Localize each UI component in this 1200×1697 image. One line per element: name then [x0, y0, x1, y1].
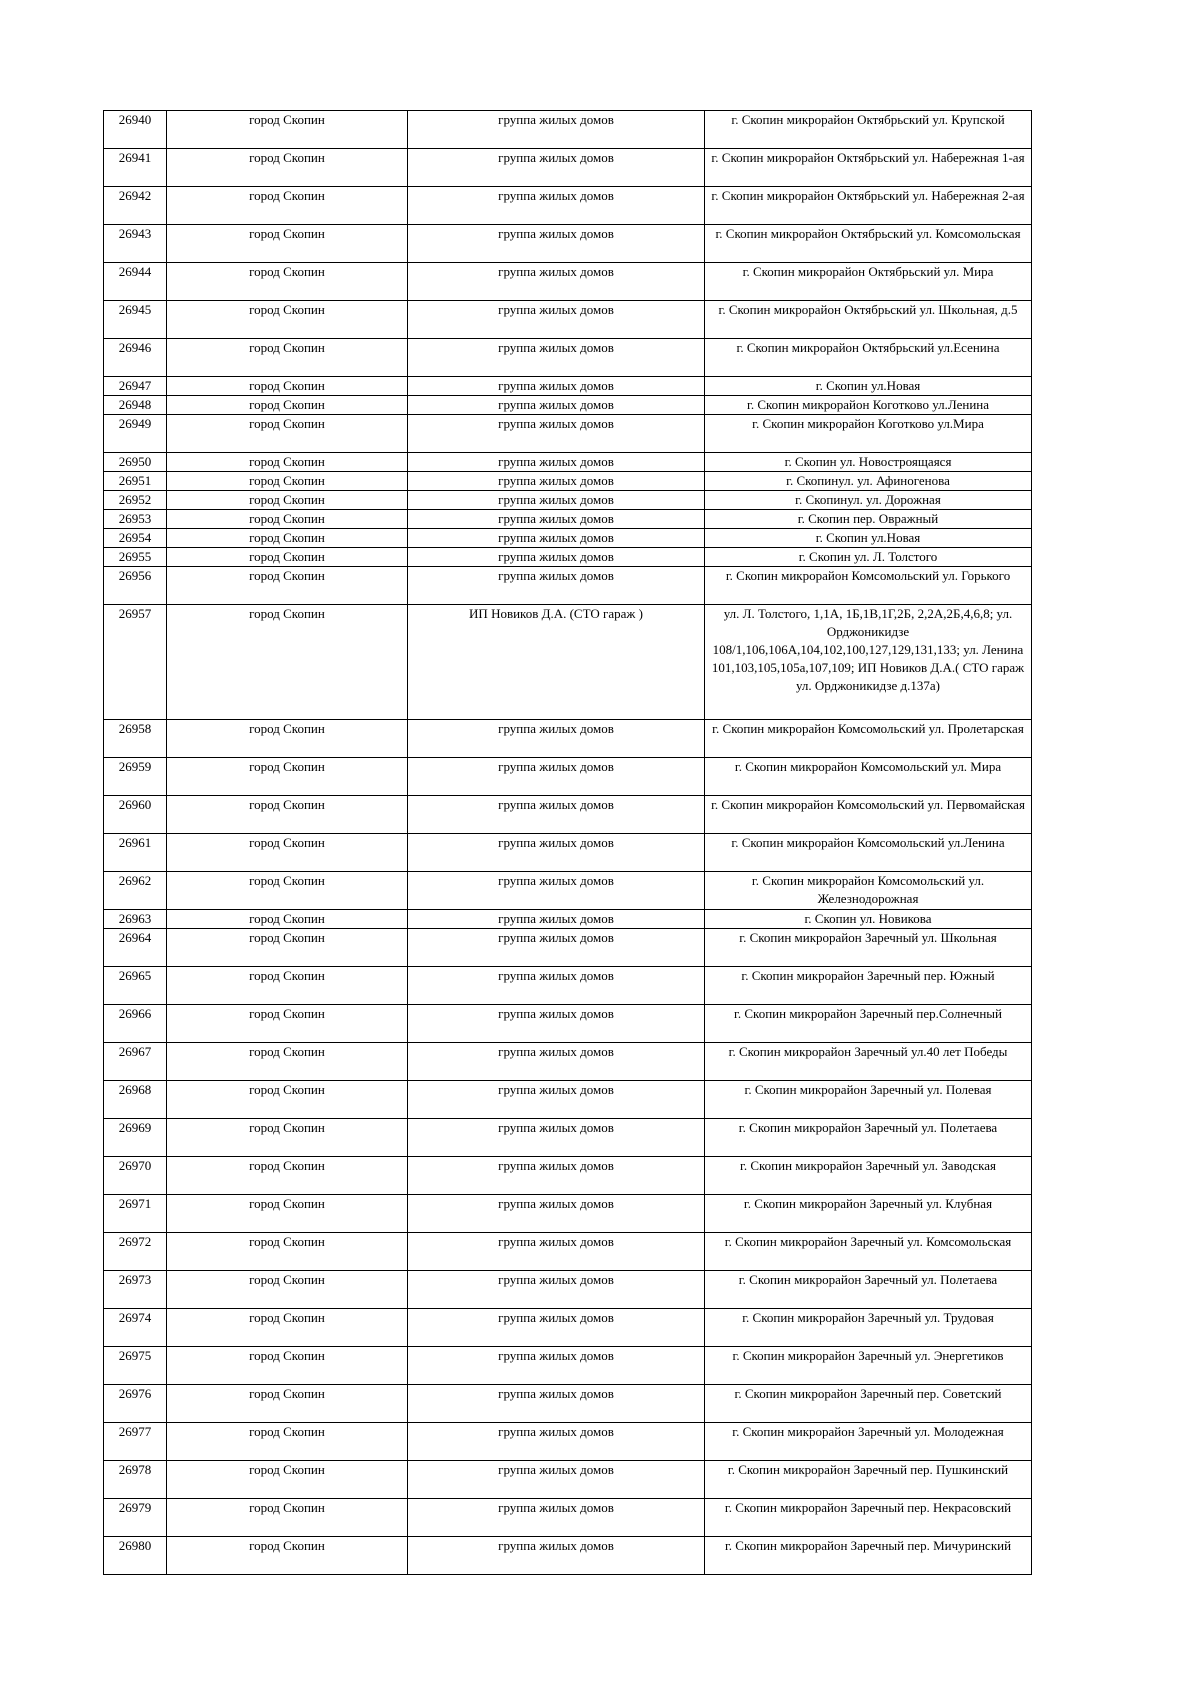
row-number: 26965	[104, 967, 167, 1005]
address-cell: г. Скопин микрорайон Заречный пер.Солнечный	[705, 1005, 1032, 1043]
settlement-cell: город Скопин	[167, 910, 408, 929]
row-number: 26947	[104, 377, 167, 396]
row-number: 26977	[104, 1423, 167, 1461]
address-cell: г. Скопин микрорайон Заречный ул. Энергетиков	[705, 1347, 1032, 1385]
row-number: 26980	[104, 1537, 167, 1575]
table-row	[104, 1347, 1032, 1385]
row-number: 26972	[104, 1233, 167, 1271]
address-cell: г. Скопин микрорайон Комсомольский ул. Пролетарская	[705, 720, 1032, 758]
row-number: 26948	[104, 396, 167, 415]
address-cell: г. Скопин микрорайон Заречный пер. Советский	[705, 1385, 1032, 1423]
table-row	[104, 796, 1032, 834]
address-cell: г. Скопин микрорайон Заречный пер. Пушкинский	[705, 1461, 1032, 1499]
settlement-cell: город Скопин	[167, 529, 408, 548]
table-row	[104, 1119, 1032, 1157]
row-number: 26975	[104, 1347, 167, 1385]
settlement-cell: город Скопин	[167, 758, 408, 796]
table-row	[104, 396, 1032, 415]
object-cell: группа жилых домов	[408, 834, 705, 872]
row-number: 26963	[104, 910, 167, 929]
settlement-cell: город Скопин	[167, 1157, 408, 1195]
address-cell: г. Скопин микрорайон Заречный ул. Школьная	[705, 929, 1032, 967]
table-row	[104, 149, 1032, 187]
settlement-cell: город Скопин	[167, 1309, 408, 1347]
row-number: 26970	[104, 1157, 167, 1195]
table-row	[104, 929, 1032, 967]
settlement-cell: город Скопин	[167, 1005, 408, 1043]
row-number: 26951	[104, 472, 167, 491]
address-cell: г. Скопин микрорайон Коготково ул.Мира	[705, 415, 1032, 453]
settlement-cell: город Скопин	[167, 377, 408, 396]
row-number: 26974	[104, 1309, 167, 1347]
table-row	[104, 1271, 1032, 1309]
row-number: 26976	[104, 1385, 167, 1423]
object-cell: группа жилых домов	[408, 415, 705, 453]
object-cell: группа жилых домов	[408, 263, 705, 301]
object-cell: группа жилых домов	[408, 396, 705, 415]
table-row	[104, 1005, 1032, 1043]
address-cell: г. Скопин микрорайон Заречный пер. Некрасовский	[705, 1499, 1032, 1537]
settlement-cell: город Скопин	[167, 453, 408, 472]
row-number: 26946	[104, 339, 167, 377]
settlement-cell: город Скопин	[167, 605, 408, 720]
settlement-cell: город Скопин	[167, 720, 408, 758]
address-cell: г. Скопин микрорайон Комсомольский ул.Ленина	[705, 834, 1032, 872]
address-cell: г. Скопин микрорайон Заречный ул. Заводская	[705, 1157, 1032, 1195]
address-cell: г. Скопин пер. Овражный	[705, 510, 1032, 529]
table-row	[104, 1537, 1032, 1575]
address-cell: г. Скопин ул. Л. Толстого	[705, 548, 1032, 567]
settlement-cell: город Скопин	[167, 491, 408, 510]
address-cell: г. Скопин микрорайон Заречный ул. Полетаева	[705, 1119, 1032, 1157]
row-number: 26964	[104, 929, 167, 967]
settlement-cell: город Скопин	[167, 472, 408, 491]
object-cell: группа жилых домов	[408, 872, 705, 910]
object-cell: группа жилых домов	[408, 453, 705, 472]
row-number: 26962	[104, 872, 167, 910]
address-cell: г. Скопин микрорайон Комсомольский ул. Мира	[705, 758, 1032, 796]
table-row	[104, 377, 1032, 396]
row-number: 26967	[104, 1043, 167, 1081]
table-row	[104, 529, 1032, 548]
object-cell: группа жилых домов	[408, 567, 705, 605]
address-cell: г. Скопин ул. Новикова	[705, 910, 1032, 929]
table-row	[104, 187, 1032, 225]
row-number: 26968	[104, 1081, 167, 1119]
address-cell: г. Скопинул. ул. Афиногенова	[705, 472, 1032, 491]
object-cell: группа жилых домов	[408, 1385, 705, 1423]
object-cell: группа жилых домов	[408, 472, 705, 491]
table-row	[104, 834, 1032, 872]
row-number: 26940	[104, 111, 167, 149]
address-cell: г. Скопин ул.Новая	[705, 377, 1032, 396]
table-row	[104, 1233, 1032, 1271]
address-cell: г. Скопин микрорайон Заречный ул. Трудовая	[705, 1309, 1032, 1347]
settlement-cell: город Скопин	[167, 111, 408, 149]
object-cell: группа жилых домов	[408, 910, 705, 929]
address-cell: г. Скопин микрорайон Заречный ул.40 лет Победы	[705, 1043, 1032, 1081]
address-cell: г. Скопин микрорайон Заречный ул. Молодежная	[705, 1423, 1032, 1461]
object-cell: группа жилых домов	[408, 720, 705, 758]
settlement-cell: город Скопин	[167, 396, 408, 415]
address-cell: г. Скопин микрорайон Комсомольский ул. Железнодорожная	[705, 872, 1032, 910]
object-cell: группа жилых домов	[408, 796, 705, 834]
settlement-cell: город Скопин	[167, 1081, 408, 1119]
address-cell: г. Скопин микрорайон Октябрьский ул. Набережная 1-ая	[705, 149, 1032, 187]
object-cell: группа жилых домов	[408, 225, 705, 263]
object-cell: группа жилых домов	[408, 758, 705, 796]
table-row	[104, 1195, 1032, 1233]
settlement-cell: город Скопин	[167, 1537, 408, 1575]
address-cell: г. Скопин микрорайон Октябрьский ул. Мира	[705, 263, 1032, 301]
object-cell: группа жилых домов	[408, 1157, 705, 1195]
object-cell: группа жилых домов	[408, 1271, 705, 1309]
row-number: 26945	[104, 301, 167, 339]
address-cell: г. Скопин микрорайон Октябрьский ул. Набережная 2-ая	[705, 187, 1032, 225]
row-number: 26960	[104, 796, 167, 834]
settlement-cell: город Скопин	[167, 929, 408, 967]
table-row	[104, 548, 1032, 567]
table-row	[104, 301, 1032, 339]
row-number: 26958	[104, 720, 167, 758]
object-cell: группа жилых домов	[408, 548, 705, 567]
settlement-cell: город Скопин	[167, 510, 408, 529]
table-row	[104, 472, 1032, 491]
settlement-cell: город Скопин	[167, 1461, 408, 1499]
settlement-cell: город Скопин	[167, 967, 408, 1005]
row-number: 26969	[104, 1119, 167, 1157]
row-number: 26953	[104, 510, 167, 529]
table-row	[104, 605, 1032, 720]
settlement-cell: город Скопин	[167, 1385, 408, 1423]
settlement-cell: город Скопин	[167, 263, 408, 301]
object-cell: группа жилых домов	[408, 1461, 705, 1499]
table-row	[104, 967, 1032, 1005]
table-row	[104, 1081, 1032, 1119]
object-cell: группа жилых домов	[408, 1081, 705, 1119]
address-cell: г. Скопин микрорайон Коготково ул.Ленина	[705, 396, 1032, 415]
address-table	[103, 110, 1032, 1575]
object-cell: группа жилых домов	[408, 301, 705, 339]
address-cell: г. Скопин микрорайон Октябрьский ул.Есенина	[705, 339, 1032, 377]
table-row	[104, 111, 1032, 149]
object-cell: ИП Новиков Д.А. (СТО гараж )	[408, 605, 705, 720]
object-cell: группа жилых домов	[408, 1309, 705, 1347]
object-cell: группа жилых домов	[408, 1499, 705, 1537]
address-cell: г. Скопин ул.Новая	[705, 529, 1032, 548]
table-row	[104, 910, 1032, 929]
object-cell: группа жилых домов	[408, 1347, 705, 1385]
settlement-cell: город Скопин	[167, 567, 408, 605]
address-cell: г. Скопин микрорайон Комсомольский ул. Первомайская	[705, 796, 1032, 834]
table-row	[104, 872, 1032, 910]
settlement-cell: город Скопин	[167, 187, 408, 225]
row-number: 26954	[104, 529, 167, 548]
table-row	[104, 225, 1032, 263]
settlement-cell: город Скопин	[167, 1195, 408, 1233]
object-cell: группа жилых домов	[408, 1043, 705, 1081]
table-row	[104, 1499, 1032, 1537]
address-cell: г. Скопинул. ул. Дорожная	[705, 491, 1032, 510]
settlement-cell: город Скопин	[167, 1271, 408, 1309]
table-row	[104, 567, 1032, 605]
row-number: 26956	[104, 567, 167, 605]
table-row	[104, 758, 1032, 796]
row-number: 26979	[104, 1499, 167, 1537]
address-cell: г. Скопин микрорайон Заречный ул. Клубная	[705, 1195, 1032, 1233]
object-cell: группа жилых домов	[408, 1005, 705, 1043]
object-cell: группа жилых домов	[408, 1195, 705, 1233]
table-row	[104, 1385, 1032, 1423]
settlement-cell: город Скопин	[167, 339, 408, 377]
settlement-cell: город Скопин	[167, 1347, 408, 1385]
row-number: 26957	[104, 605, 167, 720]
table-row	[104, 1043, 1032, 1081]
settlement-cell: город Скопин	[167, 1499, 408, 1537]
table-row	[104, 1423, 1032, 1461]
object-cell: группа жилых домов	[408, 339, 705, 377]
settlement-cell: город Скопин	[167, 548, 408, 567]
row-number: 26966	[104, 1005, 167, 1043]
table-row	[104, 1309, 1032, 1347]
row-number: 26950	[104, 453, 167, 472]
table-row	[104, 510, 1032, 529]
row-number: 26955	[104, 548, 167, 567]
row-number: 26971	[104, 1195, 167, 1233]
settlement-cell: город Скопин	[167, 301, 408, 339]
object-cell: группа жилых домов	[408, 149, 705, 187]
table-row	[104, 339, 1032, 377]
address-cell: г. Скопин микрорайон Октябрьский ул. Крупской	[705, 111, 1032, 149]
object-cell: группа жилых домов	[408, 529, 705, 548]
table-row	[104, 415, 1032, 453]
table-row	[104, 1157, 1032, 1195]
object-cell: группа жилых домов	[408, 1423, 705, 1461]
settlement-cell: город Скопин	[167, 1119, 408, 1157]
object-cell: группа жилых домов	[408, 1119, 705, 1157]
address-cell: г. Скопин микрорайон Октябрьский ул. Комсомольская	[705, 225, 1032, 263]
object-cell: группа жилых домов	[408, 929, 705, 967]
row-number: 26949	[104, 415, 167, 453]
settlement-cell: город Скопин	[167, 1233, 408, 1271]
row-number: 26973	[104, 1271, 167, 1309]
object-cell: группа жилых домов	[408, 491, 705, 510]
settlement-cell: город Скопин	[167, 796, 408, 834]
address-cell: г. Скопин микрорайон Заречный ул. Полевая	[705, 1081, 1032, 1119]
row-number: 26952	[104, 491, 167, 510]
table-row	[104, 263, 1032, 301]
row-number: 26941	[104, 149, 167, 187]
object-cell: группа жилых домов	[408, 377, 705, 396]
object-cell: группа жилых домов	[408, 187, 705, 225]
object-cell: группа жилых домов	[408, 111, 705, 149]
table-row	[104, 453, 1032, 472]
row-number: 26942	[104, 187, 167, 225]
row-number: 26944	[104, 263, 167, 301]
table-row	[104, 1461, 1032, 1499]
row-number: 26978	[104, 1461, 167, 1499]
settlement-cell: город Скопин	[167, 872, 408, 910]
address-cell: г. Скопин микрорайон Октябрьский ул. Школьная, д.5	[705, 301, 1032, 339]
settlement-cell: город Скопин	[167, 225, 408, 263]
settlement-cell: город Скопин	[167, 149, 408, 187]
address-cell: г. Скопин микрорайон Комсомольский ул. Горького	[705, 567, 1032, 605]
settlement-cell: город Скопин	[167, 1423, 408, 1461]
address-cell: г. Скопин микрорайон Заречный пер. Мичуринский	[705, 1537, 1032, 1575]
object-cell: группа жилых домов	[408, 1537, 705, 1575]
address-cell: г. Скопин микрорайон Заречный пер. Южный	[705, 967, 1032, 1005]
object-cell: группа жилых домов	[408, 510, 705, 529]
address-cell: г. Скопин ул. Новостроящаяся	[705, 453, 1032, 472]
settlement-cell: город Скопин	[167, 834, 408, 872]
table-row	[104, 720, 1032, 758]
object-cell: группа жилых домов	[408, 967, 705, 1005]
settlement-cell: город Скопин	[167, 415, 408, 453]
row-number: 26959	[104, 758, 167, 796]
address-cell: ул. Л. Толстого, 1,1А, 1Б,1В,1Г,2Б, 2,2А,2Б,4,6,8; ул. Орджоникидзе 108/1,106,106А,104,102,100,127,129,131,133; ул. Ленина 101,103,105,105а,107,109; ИП Новиков Д.А.( СТО гараж ул. Орджоникидзе д.137а)	[705, 605, 1032, 720]
row-number: 26961	[104, 834, 167, 872]
table-row	[104, 491, 1032, 510]
object-cell: группа жилых домов	[408, 1233, 705, 1271]
address-cell: г. Скопин микрорайон Заречный ул. Комсомольская	[705, 1233, 1032, 1271]
row-number: 26943	[104, 225, 167, 263]
settlement-cell: город Скопин	[167, 1043, 408, 1081]
table-body	[104, 111, 1032, 1575]
address-cell: г. Скопин микрорайон Заречный ул. Полетаева	[705, 1271, 1032, 1309]
